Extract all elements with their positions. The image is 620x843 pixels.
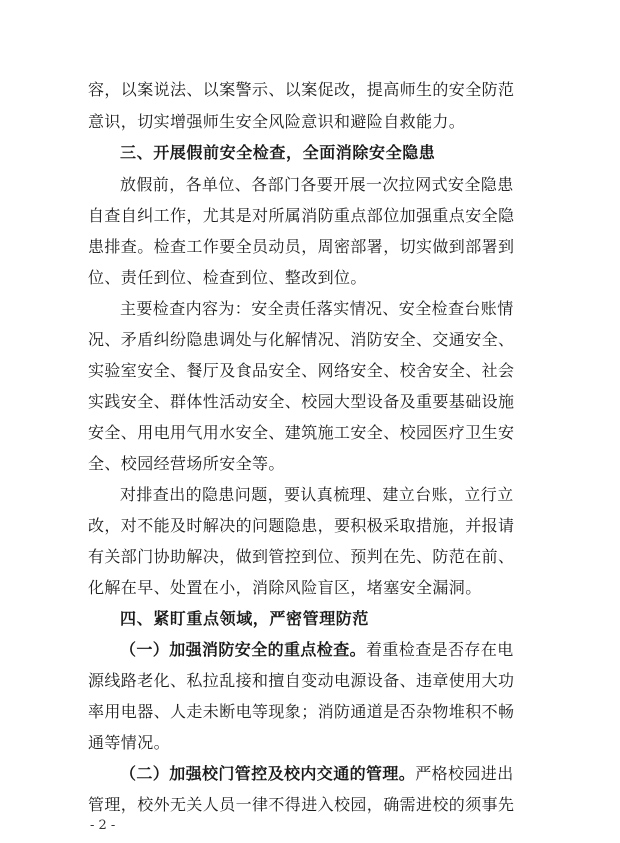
paragraph-line: 管理，校外无关人员一律不得进入校园，确需进校的须事先 (88, 795, 515, 814)
paragraph-line: 通等情况。 (88, 733, 171, 752)
paragraph-line: 全、校园经营场所安全等。 (88, 454, 285, 473)
paragraph-line: 率用电器、人走未断电等现象；消防通道是否杂物堆积不畅 (88, 702, 515, 721)
paragraph-line: 源线路老化、私拉乱接和擅自变动电源设备、违章使用大功 (88, 671, 515, 690)
paragraph-line: 实践安全、群体性活动安全、校园大型设备及重要基础设施 (88, 392, 515, 411)
paragraph-line: 改，对不能及时解决的问题隐患，要积极采取措施，并报请 (88, 516, 515, 535)
paragraph-line: 意识，切实增强师生安全风险意识和避险自救能力。 (88, 112, 466, 131)
paragraph-line: 安全、用电用气用水安全、建筑施工安全、校园医疗卫生安 (88, 423, 515, 442)
paragraph-line: 患排查。检查工作要全员动员，周密部署，切实做到部署到 (88, 237, 515, 256)
page-number: - 2 - (90, 818, 116, 833)
paragraph-line: 位、责任到位、检查到位、整改到位。 (88, 268, 367, 287)
subsection-2-text: 严格校园进出 (415, 764, 514, 783)
subsection-1-text: 着重检查是否存在电 (366, 640, 514, 659)
paragraph-line: 自查自纠工作，尤其是对所属消防重点部位加强重点安全隐 (88, 206, 515, 225)
paragraph-line: 化解在早、处置在小，消除风险盲区，堵塞安全漏洞。 (88, 578, 482, 597)
paragraph-line: 主要检查内容为：安全责任落实情况、安全检查台账情 (120, 299, 514, 318)
section-heading-3: 三、开展假前安全检查，全面消除安全隐患 (120, 143, 436, 162)
paragraph-line: 有关部门协助解决，做到管控到位、预判在先、防范在前、 (88, 547, 515, 566)
paragraph-line: 实验室安全、餐厅及食品安全、网络安全、校舍安全、社会 (88, 361, 515, 380)
paragraph-line: 放假前，各单位、各部门各要开展一次拉网式安全隐患 (120, 175, 514, 194)
paragraph-line: 容，以案说法、以案警示、以案促改，提高师生的安全防范 (88, 80, 515, 99)
paragraph-line: 况、矛盾纠纷隐患调处与化解情况、消防安全、交通安全、 (88, 330, 515, 349)
subsection-2-line (120, 764, 528, 786)
paragraph-line: 对排查出的隐患问题，要认真梳理、建立台账，立行立 (120, 485, 514, 504)
subsection-1-title: （一）加强消防安全的重点检查。 (120, 640, 367, 659)
section-heading-4: 四、紧盯重点领域，严密管理防范 (120, 609, 370, 628)
subsection-2-title: （二）加强校门管控及校内交通的管理。 (120, 764, 416, 783)
subsection-1-line (120, 640, 528, 662)
